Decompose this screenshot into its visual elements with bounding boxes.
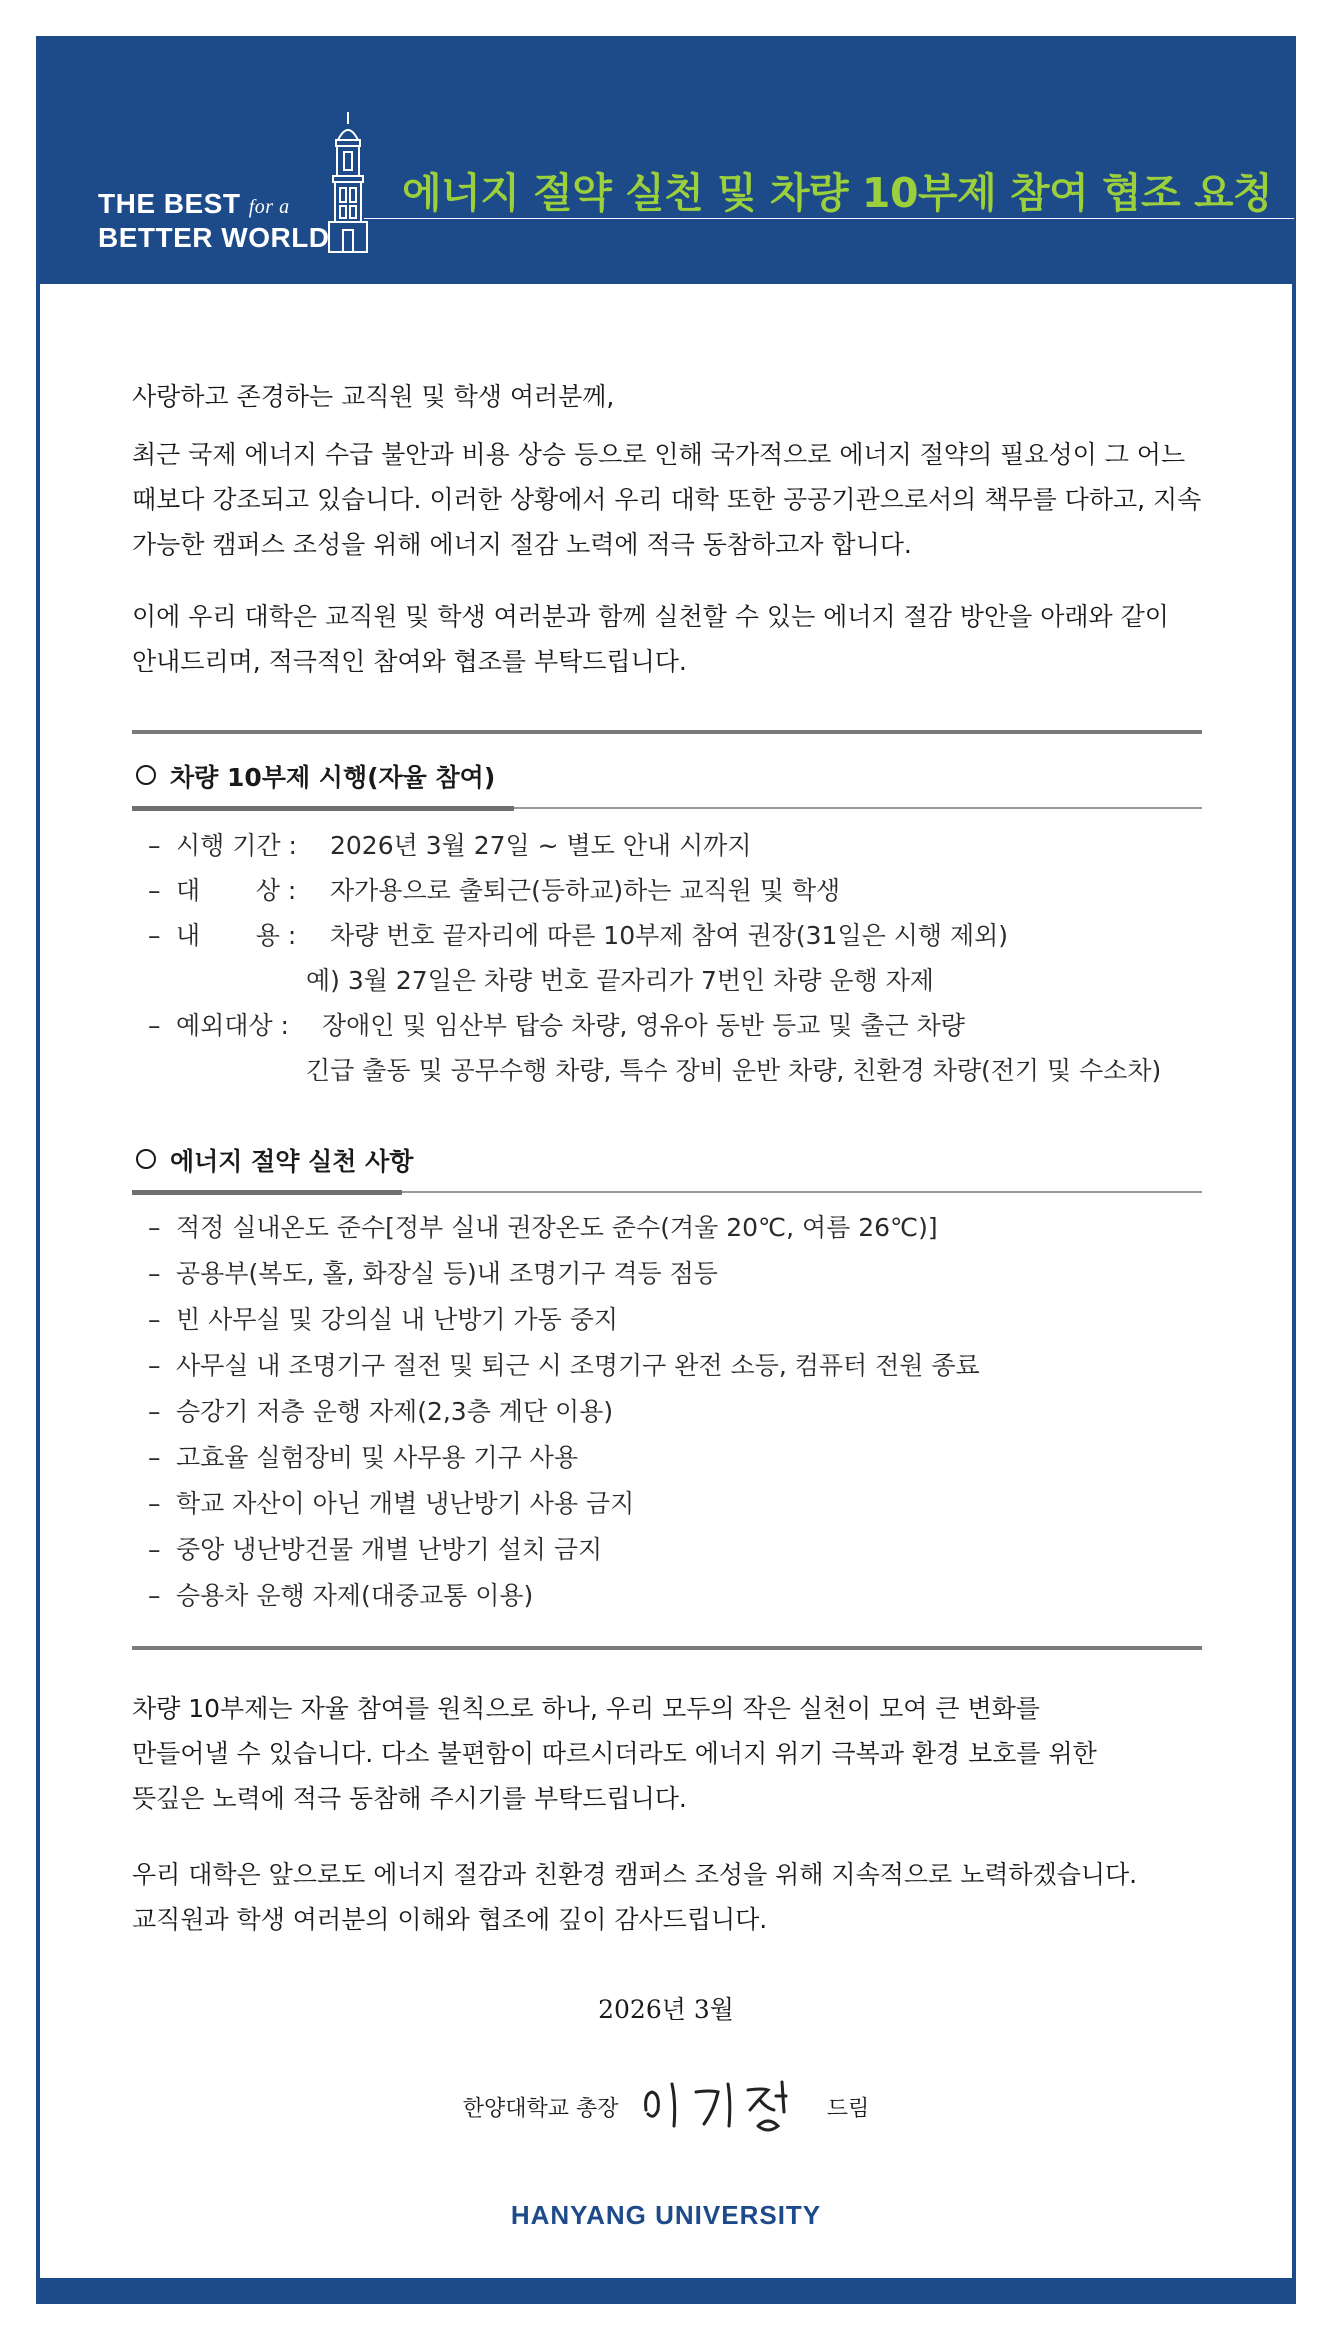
handwritten-signature — [638, 2070, 808, 2144]
salutation: 사랑하고 존경하는 교직원 및 학생 여러분께, — [132, 382, 615, 411]
closing-paragraph-1 — [132, 1686, 1202, 1821]
section-divider — [132, 730, 1202, 734]
list-item: – 사무실 내 조명기구 절전 및 퇴근 시 조명기구 완전 소등, 컴퓨터 전원 종료 — [148, 1351, 980, 1380]
section-divider — [132, 1646, 1202, 1650]
list-item: – 고효율 실험장비 및 사무용 기구 사용 — [148, 1443, 578, 1472]
section-underline-thin — [402, 1191, 1202, 1193]
list-item: – 승용차 운행 자제(대중교통 이용) — [148, 1581, 534, 1610]
paragraph-line: 이에 우리 대학은 교직원 및 학생 여러분과 함께 실천할 수 있는 에너지 절감 방안을 아래와 같이 — [132, 602, 1169, 631]
list-item: – 빈 사무실 및 강의실 내 난방기 가동 중지 — [148, 1305, 619, 1334]
intro-paragraph-1 — [132, 432, 1202, 567]
list-item: – 승강기 저층 운행 자제(2,3층 계단 이용) — [148, 1397, 614, 1426]
section-underline-thin — [514, 807, 1202, 809]
list-item: – 대 상 : 자가용으로 출퇴근(등하교)하는 교직원 및 학생 — [148, 876, 841, 905]
signer-title: 한양대학교 총장 — [462, 2096, 619, 2122]
list-item: – 학교 자산이 아닌 개별 냉난방기 사용 금지 — [148, 1489, 635, 1518]
list-item-continuation: 예) 3월 27일은 차량 번호 끝자리가 7번인 차량 운행 자제 — [306, 966, 934, 995]
letter-date: 2026년 3월 — [598, 1995, 734, 2024]
logo-text-line1: THE BEST for a — [98, 188, 290, 219]
section-title-energy-saving: 에너지 절약 실천 사항 — [136, 1142, 413, 1178]
paragraph-line: 교직원과 학생 여러분의 이해와 협조에 깊이 감사드립니다. — [132, 1905, 768, 1934]
list-item: – 적정 실내온도 준수[정부 실내 권장온도 준수(겨울 20℃, 여름 26℃)] — [148, 1213, 938, 1242]
page-title: 에너지 절약 실천 및 차량 10부제 참여 협조 요청 — [402, 169, 1273, 217]
footer-bar — [36, 2278, 1296, 2304]
university-wordmark: HANYANG UNIVERSITY — [510, 2200, 822, 2230]
paragraph-line: 안내드리며, 적극적인 참여와 협조를 부탁드립니다. — [132, 647, 687, 676]
logo-text-line2: BETTER WORLD — [98, 222, 330, 253]
paragraph-line: 뜻깊은 노력에 적극 동참해 주시기를 부탁드립니다. — [132, 1784, 687, 1813]
section-underline — [132, 806, 514, 811]
paragraph-line: 최근 국제 에너지 수급 불안과 비용 상승 등으로 인해 국가적으로 에너지 절약의 필요성이 그 어느 — [132, 440, 1186, 469]
paragraph-line: 만들어낼 수 있습니다. 다소 불편함이 따르시더라도 에너지 위기 극복과 환경 보호를 위한 — [132, 1739, 1097, 1768]
closing-word: 드림 — [826, 2096, 870, 2122]
closing-paragraph-2 — [132, 1852, 1202, 1942]
circle-bullet-icon — [136, 765, 156, 785]
list-item: – 시행 기간 : 2026년 3월 27일 ~ 별도 안내 시까지 — [148, 831, 752, 860]
intro-paragraph-2 — [132, 594, 1202, 684]
list-item: – 공용부(복도, 홀, 화장실 등)내 조명기구 격등 점등 — [148, 1259, 718, 1288]
section-title-vehicle-rotation: 차량 10부제 시행(자율 참여) — [136, 758, 495, 794]
list-item: – 내 용 : 차량 번호 끝자리에 따른 10부제 참여 권장(31일은 시행 제외) — [148, 921, 1009, 950]
section-underline — [132, 1190, 402, 1195]
list-item-continuation: 긴급 출동 및 공무수행 차량, 특수 장비 운반 차량, 친환경 차량(전기 및 수소차) — [306, 1056, 1162, 1085]
list-item: – 예외대상 : 장애인 및 임산부 탑승 차량, 영유아 동반 등교 및 출근 차량 — [148, 1011, 965, 1040]
circle-bullet-icon — [136, 1149, 156, 1169]
paragraph-line: 차량 10부제는 자율 참여를 원칙으로 하나, 우리 모두의 작은 실천이 모여 큰 변화를 — [132, 1694, 1040, 1723]
university-logo — [98, 110, 378, 260]
signature-block — [0, 2070, 1332, 2144]
list-item: – 중앙 냉난방건물 개별 난방기 설치 금지 — [148, 1535, 603, 1564]
paragraph-line: 때보다 강조되고 있습니다. 이러한 상황에서 우리 대학 또한 공공기관으로서의 책무를 다하고, 지속 — [132, 485, 1202, 514]
paragraph-line: 우리 대학은 앞으로도 에너지 절감과 친환경 캠퍼스 조성을 위해 지속적으로 노력하겠습니다. — [132, 1860, 1138, 1889]
paragraph-line: 가능한 캠퍼스 조성을 위해 에너지 절감 노력에 적극 동참하고자 합니다. — [132, 530, 912, 559]
clock-tower-icon — [323, 110, 373, 260]
